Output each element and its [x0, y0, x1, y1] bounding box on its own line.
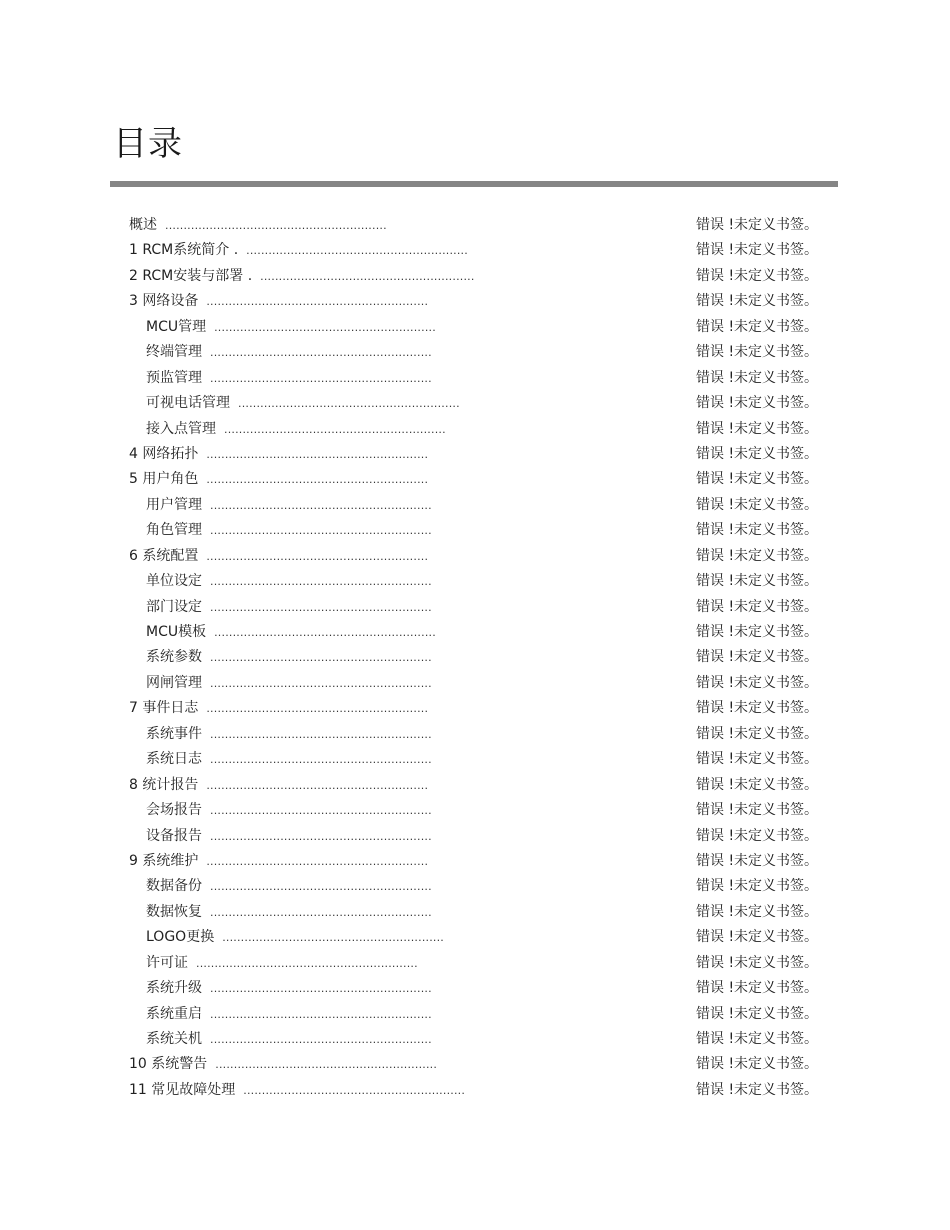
toc-entry-page: 错误 !未定义书签。 [696, 649, 819, 666]
toc-leader-dots: .......................................................... [260, 269, 475, 283]
toc-entry-page: 错误 !未定义书签。 [696, 674, 819, 691]
toc-entry-page: 错误 !未定义书签。 [696, 573, 819, 590]
toc-entry[interactable] [0, 213, 950, 238]
toc-entry-text: 可视电话管理 [146, 395, 230, 412]
toc-entry[interactable] [0, 391, 950, 416]
toc-entry-heading [146, 925, 444, 950]
toc-leader-dots: ............................................................ [238, 397, 460, 411]
toc-entry-text: MCU模板 [146, 624, 207, 640]
toc-entry-heading [146, 976, 432, 1001]
toc-entry-page: 错误 !未定义书签。 [696, 217, 819, 233]
toc-entry-heading [129, 773, 428, 798]
toc-entry-page: 错误 !未定义书签。 [696, 751, 819, 768]
toc-entry-text: 接入点管理 [146, 420, 216, 437]
toc-entry-text: 数据备份 [146, 878, 202, 895]
toc-entry[interactable] [0, 645, 950, 670]
toc-entry[interactable] [0, 467, 950, 492]
toc-leader-dots: ............................................................ [206, 854, 429, 868]
toc-entry-page: 错误 !未定义书签。 [696, 1005, 819, 1022]
toc-entry-text: 终端管理 [146, 344, 202, 361]
toc-entry[interactable] [0, 366, 950, 391]
table-of-contents [0, 213, 950, 1103]
toc-leader-dots: ............................................................ [210, 346, 432, 360]
toc-entry-text: 系统日志 [146, 751, 202, 768]
toc-leader-dots: ............................................................ [206, 778, 429, 792]
toc-leader-dots: ............................................................ [210, 651, 432, 665]
toc-leader-dots: ............................................................ [210, 1033, 432, 1046]
toc-leader-dots: ............................................................ [215, 1058, 438, 1072]
toc-entry-page: 错误 !未定义书签。 [696, 420, 819, 437]
title-rule [110, 181, 838, 187]
toc-entry-page: 错误 !未定义书签。 [696, 471, 819, 488]
toc-leader-dots: ............................................................ [210, 905, 432, 919]
toc-entry[interactable] [0, 340, 950, 365]
toc-entry-page: 错误 !未定义书签。 [696, 954, 819, 971]
toc-entry[interactable] [0, 1052, 950, 1077]
toc-entry-page: 错误 !未定义书签。 [696, 547, 819, 564]
toc-entry-page: 错误 !未定义书签。 [696, 318, 819, 335]
toc-entry-text: 系统升级 [146, 980, 202, 997]
toc-entry-page: 错误 !未定义书签。 [696, 522, 819, 539]
toc-entry-page: 错误 !未定义书签。 [696, 293, 819, 310]
toc-entry-text: 设备报告 [146, 827, 202, 844]
toc-leader-dots: ............................................................ [246, 244, 468, 258]
toc-leader-dots: ............................................................ [210, 727, 432, 741]
toc-leader-dots: ............................................................ [210, 982, 432, 996]
toc-entry[interactable] [0, 264, 950, 289]
toc-entry-heading [129, 849, 428, 874]
toc-leader-dots: ............................................................ [210, 524, 432, 538]
toc-entry-heading [146, 645, 432, 670]
toc-entry-heading [146, 493, 432, 518]
toc-entry[interactable] [0, 849, 950, 874]
toc-entry-page: 错误 !未定义书签。 [696, 852, 819, 869]
toc-entry-heading [146, 315, 436, 340]
toc-entry-text: MCU管理 [146, 318, 207, 335]
page-title: 目录 [113, 124, 183, 164]
toc-leader-dots: ............................................................ [210, 600, 432, 614]
toc-entry-heading [146, 366, 432, 391]
toc-entry-heading [146, 1002, 432, 1027]
toc-entry-text: 系统事件 [146, 725, 202, 742]
toc-entry-heading [129, 213, 387, 238]
toc-entry[interactable] [0, 1002, 950, 1027]
toc-entry-page: 错误 !未定义书签。 [696, 878, 819, 895]
toc-entry-text: 网闸管理 [146, 674, 202, 691]
toc-entry[interactable] [0, 925, 950, 950]
toc-entry-heading [129, 1052, 437, 1077]
toc-entry[interactable] [0, 1027, 950, 1052]
toc-entry-heading [129, 544, 428, 569]
toc-entry-page: 错误 !未定义书签。 [696, 598, 819, 615]
toc-leader-dots: ............................................................ [224, 422, 446, 436]
toc-entry-text: 单位设定 [146, 573, 202, 590]
toc-leader-dots: ............................................................ [210, 676, 432, 690]
toc-entry-page: 错误 !未定义书签。 [696, 344, 819, 361]
toc-entry-text: 10 系统警告 [129, 1056, 208, 1073]
toc-leader-dots: ............................................................ [210, 880, 432, 894]
toc-entry[interactable] [0, 569, 950, 594]
toc-entry-text: 9 系统维护 [129, 852, 199, 869]
toc-leader-dots: ............................................................ [196, 956, 418, 970]
toc-entry-text: 2 RCM安装与部署 . [129, 267, 253, 284]
toc-entry-heading [129, 238, 468, 263]
toc-entry-heading [146, 1027, 432, 1052]
toc-entry-text: 8 统计报告 [129, 776, 199, 793]
toc-leader-dots: ............................................................ [206, 702, 429, 716]
toc-entry[interactable] [0, 696, 950, 721]
toc-leader-dots: ............................................................ [210, 753, 432, 767]
toc-entry-text: 许可证 [146, 954, 188, 971]
toc-entry[interactable] [0, 544, 950, 569]
toc-entry-heading [129, 1078, 465, 1103]
toc-leader-dots: ............................................................ [214, 320, 436, 334]
toc-entry[interactable] [0, 798, 950, 823]
toc-entry-text: 7 事件日志 [129, 700, 199, 717]
toc-entry[interactable] [0, 900, 950, 925]
toc-entry-page: 错误 !未定义书签。 [696, 802, 819, 819]
toc-entry-heading [129, 264, 475, 289]
toc-leader-dots: ............................................................ [206, 295, 429, 309]
toc-entry-text: 1 RCM系统简介 . [129, 242, 239, 259]
toc-leader-dots: ............................................................ [243, 1083, 466, 1097]
toc-entry[interactable] [0, 874, 950, 899]
toc-entry-heading [146, 798, 432, 823]
toc-entry-page: 错误 !未定义书签。 [696, 1031, 819, 1047]
toc-leader-dots: ............................................................ [210, 829, 432, 843]
toc-entry-page: 错误 !未定义书签。 [696, 980, 819, 997]
toc-entry-page: 错误 !未定义书签。 [696, 496, 819, 513]
toc-entry-heading [146, 671, 432, 696]
toc-entry-text: 系统参数 [146, 649, 202, 666]
toc-entry-page: 错误 !未定义书签。 [696, 776, 819, 793]
toc-entry[interactable] [0, 671, 950, 696]
toc-entry-heading [146, 417, 446, 442]
toc-entry-text: 5 用户角色 [129, 471, 199, 488]
toc-entry-heading [146, 824, 432, 849]
toc-entry-text: 数据恢复 [146, 903, 202, 920]
toc-entry[interactable] [0, 824, 950, 849]
toc-entry[interactable] [0, 773, 950, 798]
toc-entry-heading [146, 518, 432, 543]
toc-entry-text: 概述 [129, 217, 157, 233]
toc-entry[interactable] [0, 238, 950, 263]
toc-leader-dots: ............................................................ [210, 498, 432, 512]
toc-entry-heading [146, 747, 432, 772]
toc-entry-heading [129, 442, 428, 467]
toc-entry[interactable] [0, 722, 950, 747]
toc-entry-heading [146, 620, 436, 645]
toc-leader-dots: ............................................................ [210, 371, 432, 385]
toc-leader-dots: ............................................................ [222, 931, 444, 945]
toc-entry-page: 错误 !未定义书签。 [696, 929, 819, 946]
toc-leader-dots: ............................................................ [210, 1007, 432, 1021]
toc-entry-heading [146, 340, 432, 365]
toc-entry[interactable] [0, 951, 950, 976]
toc-entry-heading [129, 696, 428, 721]
toc-entry-heading [146, 595, 432, 620]
toc-entry-text: LOGO更换 [146, 929, 215, 946]
toc-entry[interactable] [0, 1078, 950, 1103]
toc-entry-text: 6 系统配置 [129, 547, 199, 564]
toc-entry-heading [129, 289, 428, 314]
toc-entry-page: 错误 !未定义书签。 [696, 445, 819, 462]
toc-leader-dots: ............................................................ [165, 219, 387, 232]
toc-entry-page: 错误 !未定义书签。 [696, 725, 819, 742]
toc-entry-text: 4 网络拓扑 [129, 445, 199, 462]
toc-entry[interactable] [0, 518, 950, 543]
toc-entry[interactable] [0, 442, 950, 467]
toc-entry-text: 11 常见故障处理 [129, 1081, 236, 1098]
toc-entry[interactable] [0, 747, 950, 772]
toc-entry-page: 错误 !未定义书签。 [696, 827, 819, 844]
toc-entry-text: 系统重启 [146, 1005, 202, 1022]
toc-entry[interactable] [0, 493, 950, 518]
toc-entry-text: 系统关机 [146, 1031, 202, 1047]
toc-leader-dots: ............................................................ [206, 549, 429, 563]
toc-entry-heading [146, 722, 432, 747]
toc-entry[interactable] [0, 417, 950, 442]
toc-entry-page: 错误 !未定义书签。 [696, 242, 819, 259]
toc-entry-text: 预监管理 [146, 369, 202, 386]
toc-entry[interactable] [0, 976, 950, 1001]
toc-entry-page: 错误 !未定义书签。 [696, 700, 819, 717]
toc-entry-page: 错误 !未定义书签。 [696, 369, 819, 386]
toc-entry-text: 角色管理 [146, 522, 202, 539]
toc-leader-dots: ............................................................ [214, 626, 436, 639]
toc-leader-dots: ............................................................ [210, 804, 432, 818]
toc-entry[interactable] [0, 289, 950, 314]
toc-entry-heading [146, 874, 432, 899]
toc-entry-heading [146, 900, 432, 925]
toc-leader-dots: ............................................................ [210, 575, 432, 589]
toc-entry[interactable] [0, 620, 950, 645]
toc-leader-dots: ............................................................ [206, 447, 429, 461]
toc-entry-text: 3 网络设备 [129, 293, 199, 310]
toc-entry[interactable] [0, 595, 950, 620]
toc-leader-dots: ............................................................ [206, 473, 429, 487]
toc-entry-page: 错误 !未定义书签。 [696, 395, 819, 412]
toc-entry-heading [146, 569, 432, 594]
toc-entry-text: 用户管理 [146, 496, 202, 513]
toc-entry-page: 错误 !未定义书签。 [696, 903, 819, 920]
toc-entry-text: 部门设定 [146, 598, 202, 615]
toc-entry[interactable] [0, 315, 950, 340]
toc-entry-page: 错误 !未定义书签。 [696, 1081, 819, 1098]
toc-entry-page: 错误 !未定义书签。 [696, 624, 819, 640]
toc-entry-heading [146, 951, 418, 976]
toc-entry-page: 错误 !未定义书签。 [696, 1056, 819, 1073]
toc-entry-heading [129, 467, 428, 492]
toc-entry-text: 会场报告 [146, 802, 202, 819]
toc-entry-page: 错误 !未定义书签。 [696, 267, 819, 284]
toc-entry-heading [146, 391, 460, 416]
